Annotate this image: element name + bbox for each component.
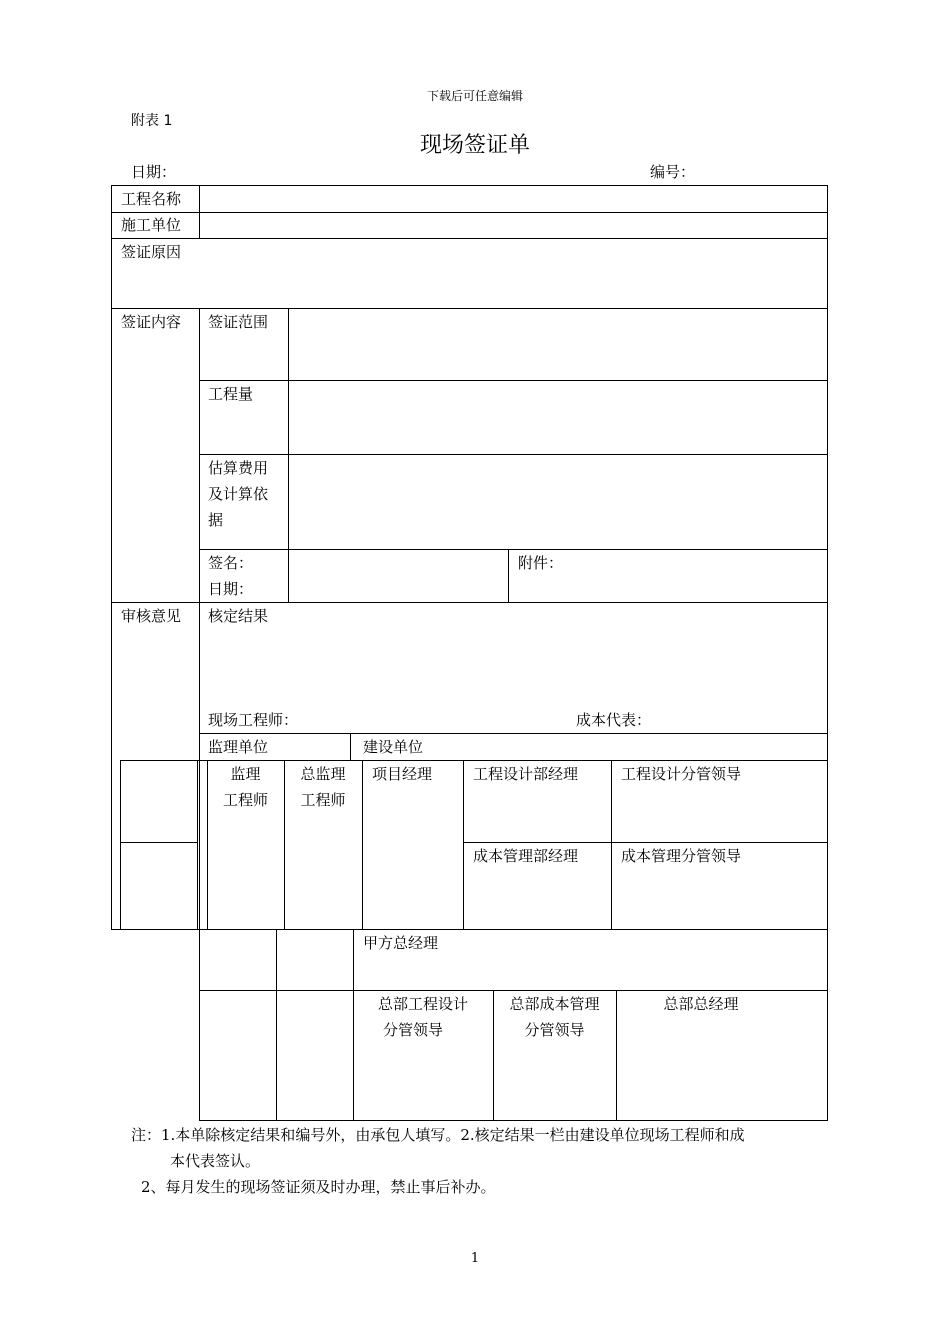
download-note: 下载后可任意编辑 [426, 89, 523, 103]
appendix-label: 附表 1 [131, 113, 173, 129]
construction-unit-label: 施工单位 [121, 216, 182, 234]
hq-cost-leader-label-line2: 分管领导 [524, 1021, 585, 1039]
cost-mgmt-leader-label: 成本管理分管领导 [621, 847, 742, 865]
project-name-label: 工程名称 [121, 190, 182, 208]
verify-result-label: 核定结果 [208, 607, 269, 625]
site-engineer-label: 现场工程师： [208, 711, 299, 729]
scope-label: 签证范围 [208, 313, 269, 331]
supervisor-engineer-label-line1: 监理 [230, 765, 261, 783]
footer-note-1: 注：1.本单除核定结果和编号外，由承包人填写。2.核定结果一栏由建设单位现场工程师和成 [131, 1126, 745, 1144]
attachment-label: 附件： [518, 554, 564, 572]
page-number: 1 [470, 1251, 480, 1266]
page-title: 现场签证单 [419, 133, 530, 158]
chief-supervisor-label-line2: 工程师 [300, 791, 346, 809]
date-label: 日期： [131, 163, 177, 181]
cost-label-line3: 据 [208, 511, 224, 529]
content-label: 签证内容 [121, 313, 182, 331]
hq-gm-label: 总部总经理 [663, 995, 739, 1013]
footer-note-2: 2、每月发生的现场签证须及时办理，禁止事后补办。 [141, 1178, 496, 1196]
hq-eng-leader-label-line2: 分管领导 [382, 1021, 443, 1039]
quantity-label: 工程量 [208, 385, 254, 403]
cost-rep-label: 成本代表： [576, 711, 652, 729]
sign-date-label: 日期： [208, 580, 254, 598]
cost-label-line1: 估算费用 [208, 459, 269, 477]
build-unit-label: 建设单位 [363, 738, 424, 756]
project-manager-label: 项目经理 [372, 765, 433, 783]
sign-label: 签名： [208, 554, 254, 572]
eng-design-leader-label: 工程设计分管领导 [621, 765, 742, 783]
hq-cost-leader-label-line1: 总部成本管理 [509, 995, 600, 1013]
supervisor-engineer-label-line2: 工程师 [222, 791, 268, 809]
hq-eng-leader-label-line1: 总部工程设计 [377, 995, 468, 1013]
cost-label-line2: 及计算依 [208, 485, 269, 503]
party-a-gm-label: 甲方总经理 [363, 934, 439, 952]
chief-supervisor-label-line1: 总监理 [300, 765, 346, 783]
review-label: 审核意见 [121, 607, 182, 625]
reason-label: 签证原因 [121, 243, 182, 261]
supervisor-unit-label: 监理单位 [208, 738, 269, 756]
number-label: 编号： [650, 163, 696, 181]
footer-note-1-cont: 本代表签认。 [170, 1152, 261, 1170]
cost-mgmt-mgr-label: 成本管理部经理 [473, 847, 579, 865]
eng-design-mgr-label: 工程设计部经理 [473, 765, 579, 783]
